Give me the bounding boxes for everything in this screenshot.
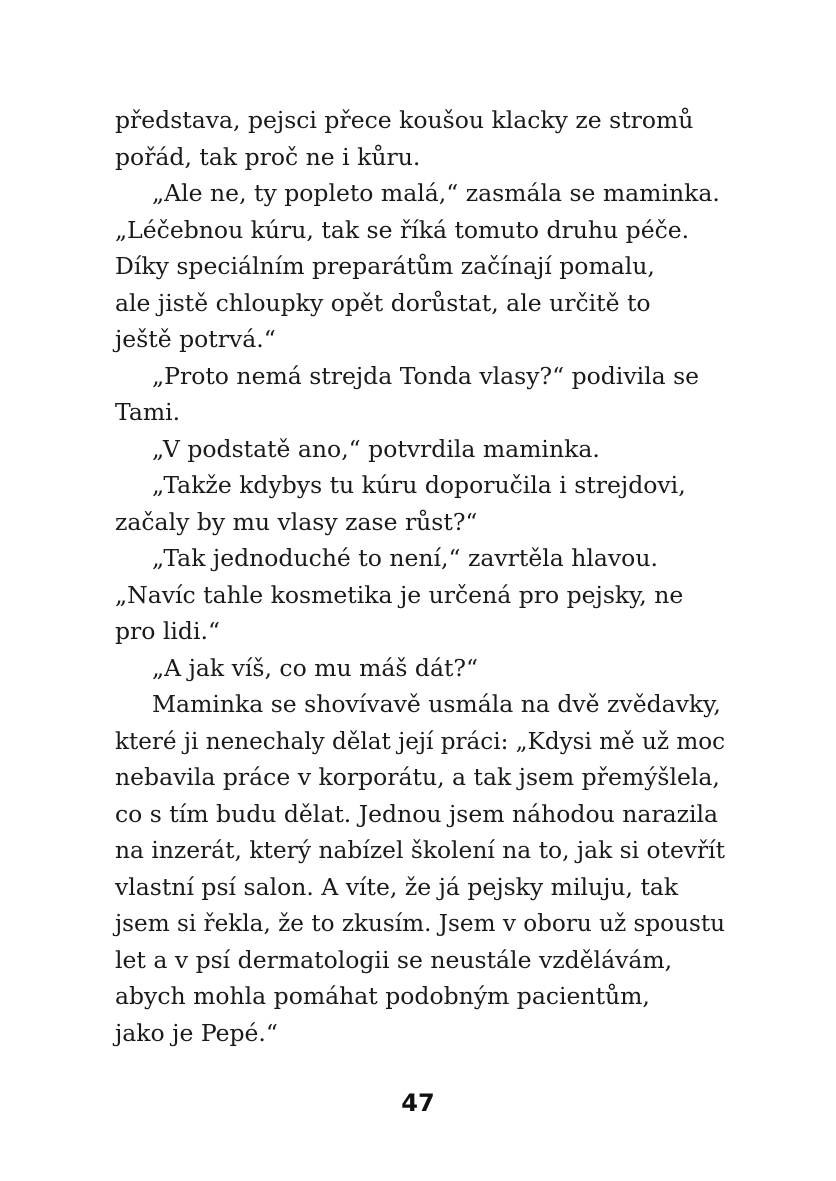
text-line: které ji nenechaly dělat její práci: „Kdysi mě už moc	[115, 726, 725, 755]
text-line: abych mohla pomáhat podobným pacientům,	[115, 982, 650, 1010]
text-line: představa, pejsci přece koušou klacky ze stromů	[115, 106, 694, 134]
text-line: „Tak jednoduché to není,“ zavrtěla hlavou.	[152, 544, 658, 572]
text-line: „Ale ne, ty popleto malá,“ zasmála se maminka.	[152, 179, 720, 207]
text-line: „V podstatě ano,“ potvrdila maminka.	[152, 434, 600, 463]
text-line: nebavila práce v korporátu, a tak jsem přemýšlela,	[115, 763, 720, 791]
text-line: „Takže kdybys tu kúru doporučila i strejdovi,	[152, 471, 686, 499]
text-line: Díky speciálním preparátům začínají pomalu,	[115, 252, 655, 280]
text-line: ale jistě chloupky opět dorůstat, ale určitě to	[115, 288, 651, 317]
text-line: let a v psí dermatologii se neustále vzdělávám,	[115, 945, 673, 974]
text-line: pro lidi.“	[115, 617, 220, 645]
text-line: na inzerát, který nabízel školení na to, jak si otevřít	[115, 836, 725, 864]
page-number: 47	[401, 1089, 435, 1117]
text-line: jako je Pepé.“	[115, 1018, 278, 1047]
text-line: ještě potrvá.“	[115, 325, 276, 353]
text-line: začaly by mu vlasy zase růst?“	[115, 507, 478, 536]
text-line: „Navíc tahle kosmetika je určená pro pejsky, ne	[115, 580, 684, 609]
text-line: jsem si řekla, že to zkusím. Jsem v oboru už spoustu	[115, 909, 725, 937]
text-line: „Léčebnou kúru, tak se říká tomuto druhu péče.	[115, 215, 690, 244]
text-line: Tami.	[115, 398, 181, 426]
text-line: vlastní psí salon. A víte, že já pejsky miluju, tak	[115, 872, 679, 901]
text-line: co s tím budu dělat. Jednou jsem náhodou narazila	[115, 799, 719, 828]
body-text	[115, 102, 725, 1051]
text-line: „A jak víš, co mu máš dát?“	[152, 653, 479, 682]
text-line: pořád, tak proč ne i kůru.	[115, 142, 421, 171]
text-line: Maminka se shovívavě usmála na dvě zvědavky,	[152, 690, 721, 718]
text-line: „Proto nemá strejda Tonda vlasy?“ podivila se	[152, 361, 700, 390]
